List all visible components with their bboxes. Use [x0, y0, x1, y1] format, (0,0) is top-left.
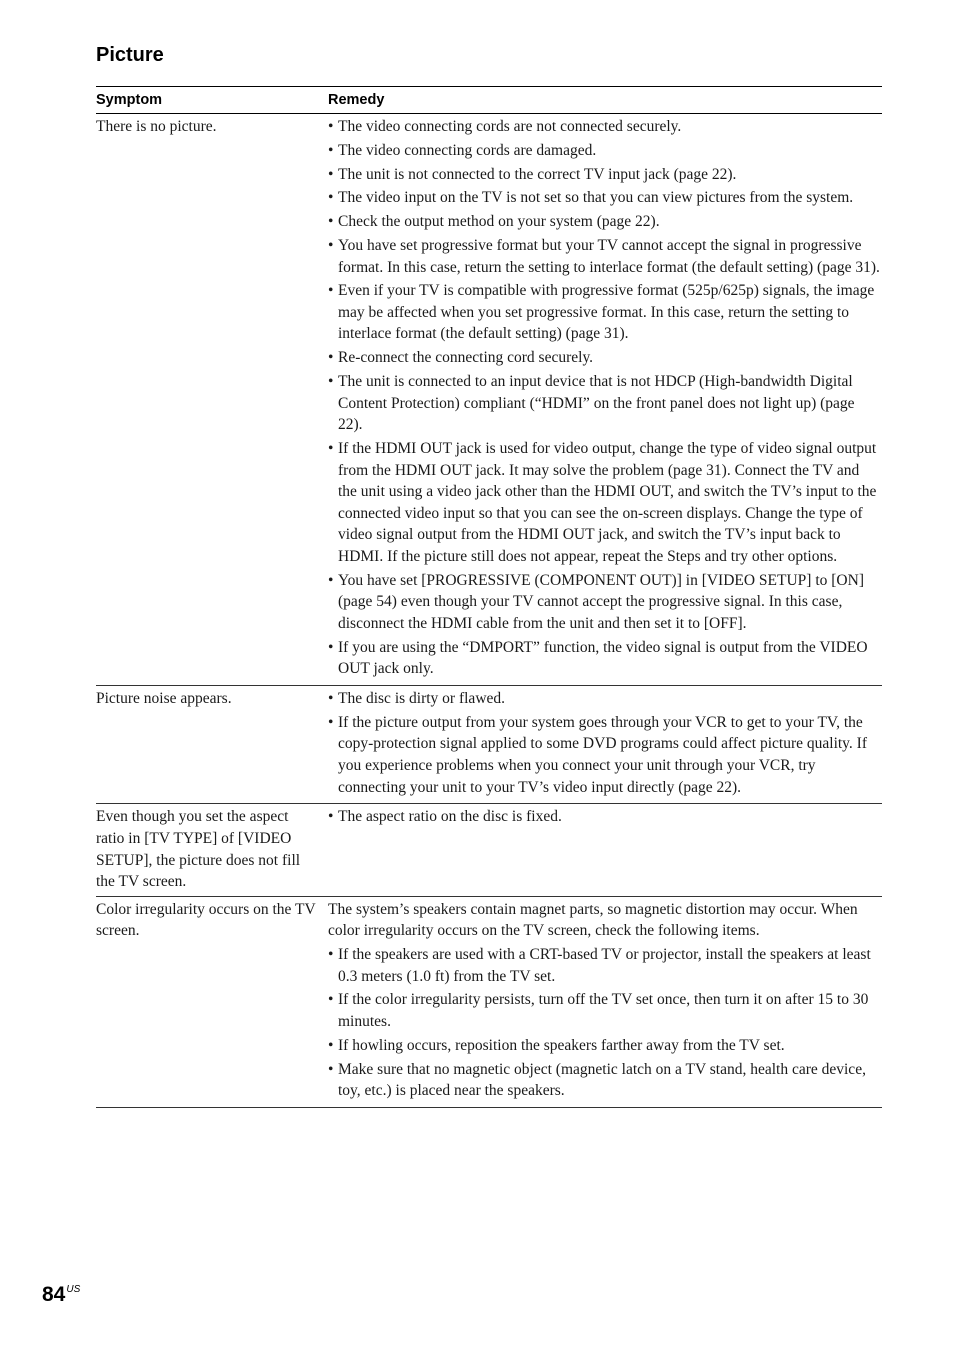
- symptom-text: Picture noise appears.: [96, 690, 232, 708]
- remedy-item: [328, 371, 882, 436]
- bullet-icon: •: [328, 118, 334, 135]
- bullet-icon: •: [328, 1036, 334, 1054]
- remedy-text: The video connecting cords are damaged.: [338, 141, 597, 159]
- table-header: [96, 87, 882, 114]
- page-region: US: [66, 1284, 81, 1295]
- troubleshooting-table: [96, 86, 882, 1108]
- remedy-text: If you are using the “DMPORT” function, the video signal is output from the VIDEO OUT jack only.: [338, 638, 868, 678]
- remedy-item: [328, 712, 882, 798]
- remedy-text: The unit is not connected to the correct TV input jack (page 22).: [338, 165, 737, 183]
- header-symptom: Symptom: [96, 92, 163, 108]
- bullet-icon: •: [328, 282, 334, 300]
- remedy-intro: The system’s speakers contain magnet parts, so magnetic distortion may occur. When color irregularity occurs on the TV screen, check the following items.: [328, 900, 858, 940]
- remedy-text: Check the output method on your system (page 22).: [338, 213, 660, 231]
- symptom-text: Even though you set the aspect ratio in [TV TYPE] of [VIDEO SETUP], the picture does not fill the TV screen.: [96, 808, 301, 891]
- bullet-icon: •: [328, 638, 334, 656]
- table-row: [96, 114, 882, 686]
- bullet-icon: •: [328, 236, 334, 254]
- remedy-item: [328, 140, 882, 162]
- remedy-item: [328, 187, 882, 209]
- symptom-text: There is no picture.: [96, 118, 217, 135]
- bullet-icon: •: [328, 690, 334, 708]
- bullet-icon: •: [328, 373, 334, 391]
- remedy-text: If howling occurs, reposition the speakers farther away from the TV set.: [338, 1036, 785, 1054]
- remedy-item: [328, 1035, 882, 1057]
- remedy-text: You have set [PROGRESSIVE (COMPONENT OUT)] in [VIDEO SETUP] to [ON] (page 54) even though your TV cannot accept the progressive signal. In this case, disconnect the HDMI cable from the unit and then set it to [OFF].: [338, 571, 864, 632]
- remedy-text: Re-connect the connecting cord securely.: [338, 349, 594, 367]
- remedy-text: If the picture output from your system goes through your VCR to get to your TV, the copy-protection signal applied to some DVD programs could affect picture quality. If you experience problems when you connect your unit through your VCR, try connecting your unit to your TV’s video input directly (page 22).: [338, 713, 867, 796]
- remedy-cell: [328, 688, 882, 800]
- bullet-icon: •: [328, 213, 334, 231]
- remedy-cell: [328, 806, 882, 892]
- remedy-cell: [328, 899, 882, 1104]
- remedy-text: The disc is dirty or flawed.: [338, 690, 506, 708]
- table-row: [96, 804, 882, 896]
- remedy-text: The unit is connected to an input device that is not HDCP (High-bandwidth Digital Content Protection) compliant (“HDMI” on the front panel does not light up) (page 22).: [338, 373, 855, 434]
- symptom-cell: [96, 688, 328, 800]
- page-number-value: 84: [42, 1283, 66, 1306]
- remedy-item: [328, 116, 882, 138]
- symptom-cell: [96, 806, 328, 892]
- table-row: [96, 897, 882, 1108]
- remedy-item: [328, 570, 882, 635]
- remedy-item: [328, 637, 882, 680]
- remedy-item: [328, 1059, 882, 1102]
- symptom-cell: [96, 116, 328, 682]
- remedy-text: The aspect ratio on the disc is fixed.: [338, 808, 562, 826]
- remedy-text: The video input on the TV is not set so that you can view pictures from the system.: [338, 189, 854, 207]
- bullet-icon: •: [328, 165, 334, 183]
- bullet-icon: •: [328, 946, 334, 963]
- remedy-item: [328, 438, 882, 568]
- bullet-icon: •: [328, 1060, 334, 1078]
- remedy-text: If the color irregularity persists, turn off the TV set once, then turn it on after 15 to 30 minutes.: [338, 991, 869, 1030]
- bullet-icon: •: [328, 440, 334, 457]
- bullet-icon: •: [328, 991, 334, 1009]
- table-body: [96, 114, 882, 1108]
- remedy-cell: [328, 116, 882, 682]
- remedy-text: You have set progressive format but your TV cannot accept the signal in progressive format. In this case, return the setting to interlace format (the default setting) (page 31).: [338, 236, 880, 276]
- bullet-icon: •: [328, 808, 334, 826]
- section-title: Picture: [96, 44, 164, 66]
- remedy-item: [328, 989, 882, 1032]
- remedy-item: [328, 235, 882, 278]
- header-remedy: Remedy: [328, 92, 385, 108]
- remedy-item: [328, 211, 882, 233]
- remedy-item: [328, 806, 882, 828]
- remedy-item: [328, 347, 882, 369]
- remedy-item: [328, 164, 882, 186]
- remedy-text: If the speakers are used with a CRT-based TV or projector, install the speakers at least 0.3 meters (1.0 ft) from the TV set.: [338, 946, 871, 985]
- table-row: [96, 686, 882, 804]
- remedy-item: [328, 280, 882, 345]
- symptom-cell: [96, 899, 328, 1104]
- symptom-text: Color irregularity occurs on the TV screen.: [96, 900, 316, 940]
- page-number: [42, 1283, 80, 1307]
- bullet-icon: •: [328, 349, 334, 367]
- remedy-text: If the HDMI OUT jack is used for video output, change the type of video signal output from the HDMI OUT jack. It may solve the problem (page 31). Connect the TV and the unit using a video jack other than the HDMI OUT, and switch the TV’s input to the connected video input so that you can see the on-screen displays. Change the type of video signal output from the HDMI OUT jack, and switch the TV’s input back to HDMI. If the picture still does not appear, repeat the Steps and try other options.: [338, 440, 877, 565]
- bullet-icon: •: [328, 189, 334, 207]
- remedy-item: [328, 688, 882, 710]
- bullet-icon: •: [328, 713, 334, 731]
- remedy-text: Even if your TV is compatible with progressive format (525p/625p) signals, the image may be affected when you set progressive format. In this case, return the setting to interlace format (the default setting) (page 31).: [338, 282, 875, 343]
- remedy-item: [328, 944, 882, 987]
- remedy-text: The video connecting cords are not connected securely.: [338, 118, 682, 135]
- remedy-text: Make sure that no magnetic object (magnetic latch on a TV stand, health care device, toy, etc.) is placed near the speakers.: [338, 1060, 866, 1100]
- bullet-icon: •: [328, 141, 334, 159]
- bullet-icon: •: [328, 571, 334, 589]
